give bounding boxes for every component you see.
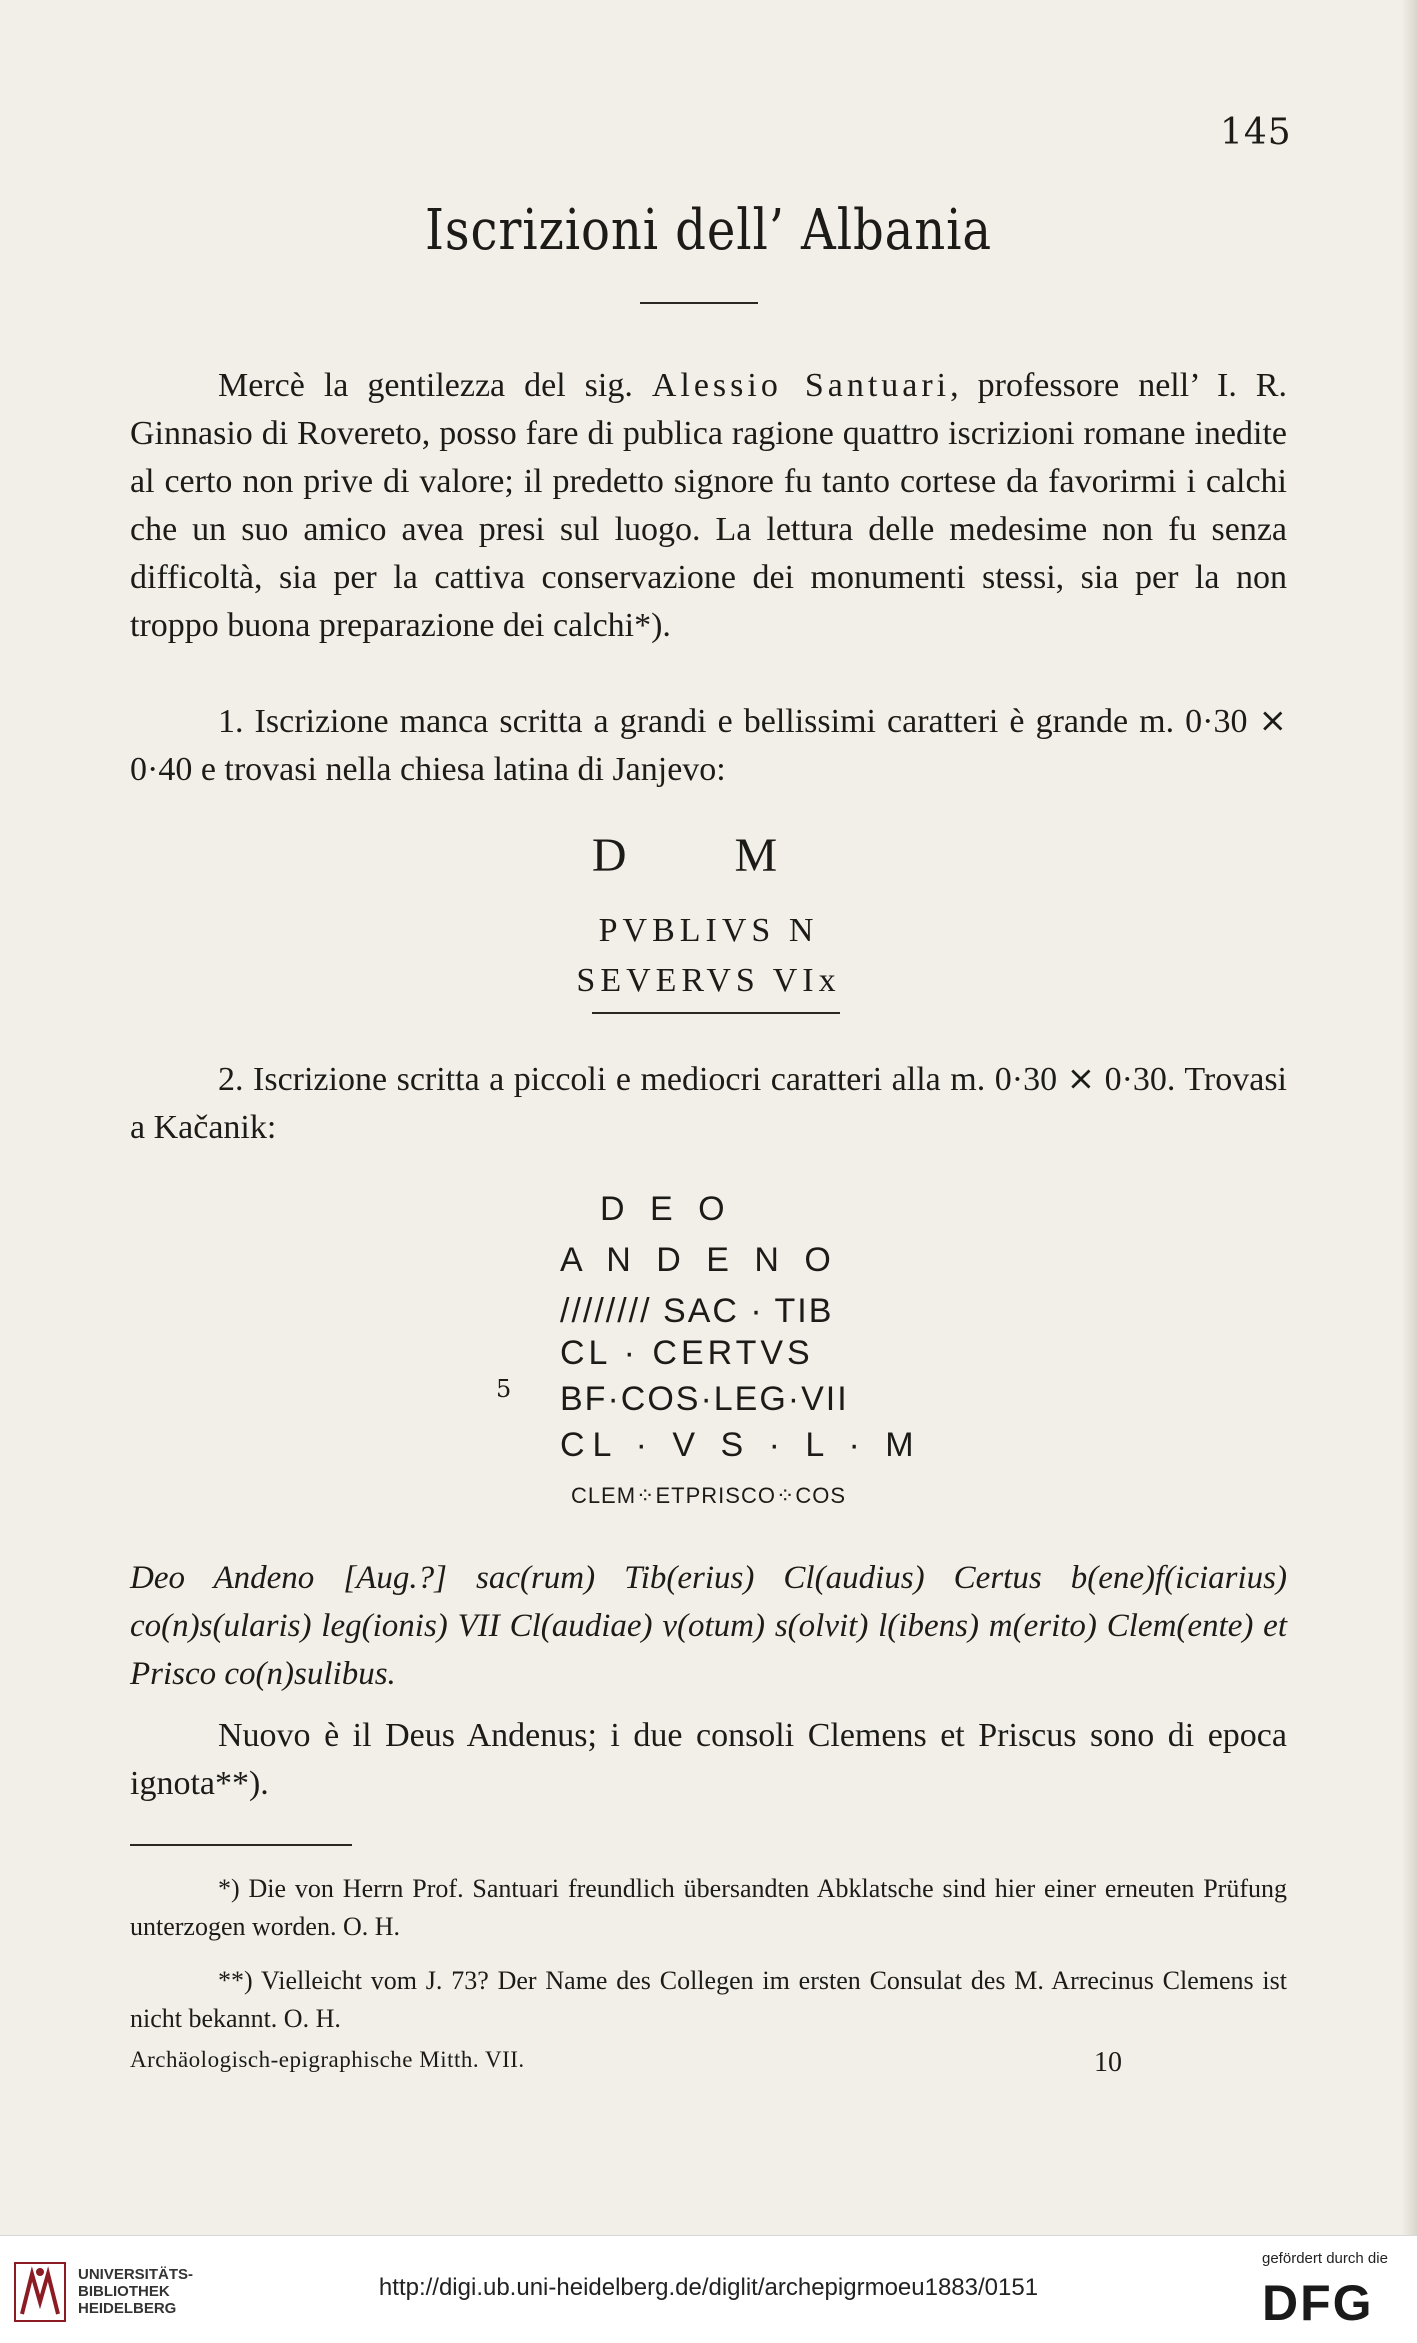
intro-text-start: Mercè la gentilezza del sig.: [218, 367, 652, 404]
inscription-1-underline: [592, 1012, 840, 1014]
inscription-1-line-3: SEVERVS VIx: [576, 962, 841, 999]
inscription-reading: Deo Andeno [Aug.?] sac(rum) Tib(erius) Cl(audius) Certus b(ene)f(iciarius) co(n)s(ularis) leg(ionis) VII Cl(audiae) v(otum) s(olvit) l(ibens) m(erito) Clem(ente) et Prisco co(n)sulibus.: [130, 1560, 1287, 1692]
inscription-1-line-1: D M: [591, 829, 826, 882]
intro-paragraph: [130, 362, 1287, 650]
page-title: Iscrizioni dell’ Albania: [425, 198, 992, 263]
item-2-paragraph: [130, 1056, 1287, 1152]
footnote-divider: [130, 1844, 352, 1846]
item-1-paragraph: [130, 698, 1287, 794]
page-edge: [1403, 0, 1417, 2235]
permalink-url[interactable]: http://digi.ub.uni-heidelberg.de/diglit/archepigrmoeu1883/0151: [378, 2274, 1039, 2301]
library-name-line-1: UNIVERSITÄTS-: [78, 2266, 194, 2283]
footnote-2-text: **) Vielleicht vom J. 73? Der Name des Collegen im ersten Consulat des M. Arrecinus Clemens ist nicht bekannt. O. H.: [130, 1966, 1287, 2033]
inscription-2-line-1: D E O: [600, 1190, 733, 1228]
dfg-logo: DFG: [1262, 2275, 1374, 2331]
author-name: Alessio Santuari: [651, 367, 951, 404]
footnote-1: [130, 1870, 1287, 1946]
inscription-2-line-3: //////// SAC · TIB: [560, 1292, 834, 1330]
item-2-text: 2. Iscrizione scritta a piccoli e mediocri caratteri alla m. 0·30 ⨯ 0·30. Trovasi a Kačanik:: [130, 1061, 1287, 1146]
funding-note: gefördert durch die: [1262, 2250, 1388, 2267]
commentary-paragraph: [130, 1712, 1287, 1808]
inscription-2-line-5: BF·COS·LEG·VII: [560, 1380, 849, 1418]
commentary-text: Nuovo è il Deus Andenus; i due consoli Clemens et Priscus sono di epoca ignota**).: [130, 1717, 1287, 1802]
inscription-2-line-7: CLEM⁘ETPRISCO⁘COS: [570, 1483, 847, 1508]
inscription-2-line-6: CL · V S · L · M: [560, 1426, 922, 1464]
inscription-line-number: 5: [496, 1375, 512, 1403]
title-divider: [640, 302, 758, 304]
item-1-text: 1. Iscrizione manca scritta a grandi e bellissimi caratteri è grande m. 0·30 ⨯ 0·40 e trovasi nella chiesa latina di Janjevo:: [130, 703, 1287, 788]
printer-signature: Archäologisch-epigraphische Mitth. VII.: [130, 2047, 525, 2072]
footnote-2: [130, 1962, 1287, 2038]
inscription-1-line-2: PVBLIVS N: [598, 912, 819, 949]
inscription-2-line-4: CL · CERTVS: [560, 1334, 814, 1372]
library-name-line-2: BIBLIOTHEK: [78, 2283, 170, 2300]
intro-text-rest: , professore nell’ I. R. Ginnasio di Rovereto, posso fare di publica ragione quattro iscrizioni romane inedite al certo non prive di valore; il predetto signore fu tanto cortese da favorirmi i calchi che un suo amico avea presi sul luogo. La lettura delle medesime non fu senza difficoltà, sia per la cattiva conservazione dei monumenti stessi, sia per la non troppo buona preparazione dei calchi*).: [130, 367, 1287, 644]
viewer-footer: [0, 2235, 1417, 2343]
sheet-number: 10: [1094, 2047, 1122, 2078]
inscription-2-line-2: A N D E N O: [560, 1241, 839, 1279]
library-name-line-3: HEIDELBERG: [78, 2300, 177, 2317]
footnote-1-text: *) Die von Herrn Prof. Santuari freundlich übersandten Abklatsche sind hier einer erneuten Prüfung unterzogen worden. O. H.: [130, 1874, 1287, 1941]
page-number: 145: [1220, 112, 1292, 153]
